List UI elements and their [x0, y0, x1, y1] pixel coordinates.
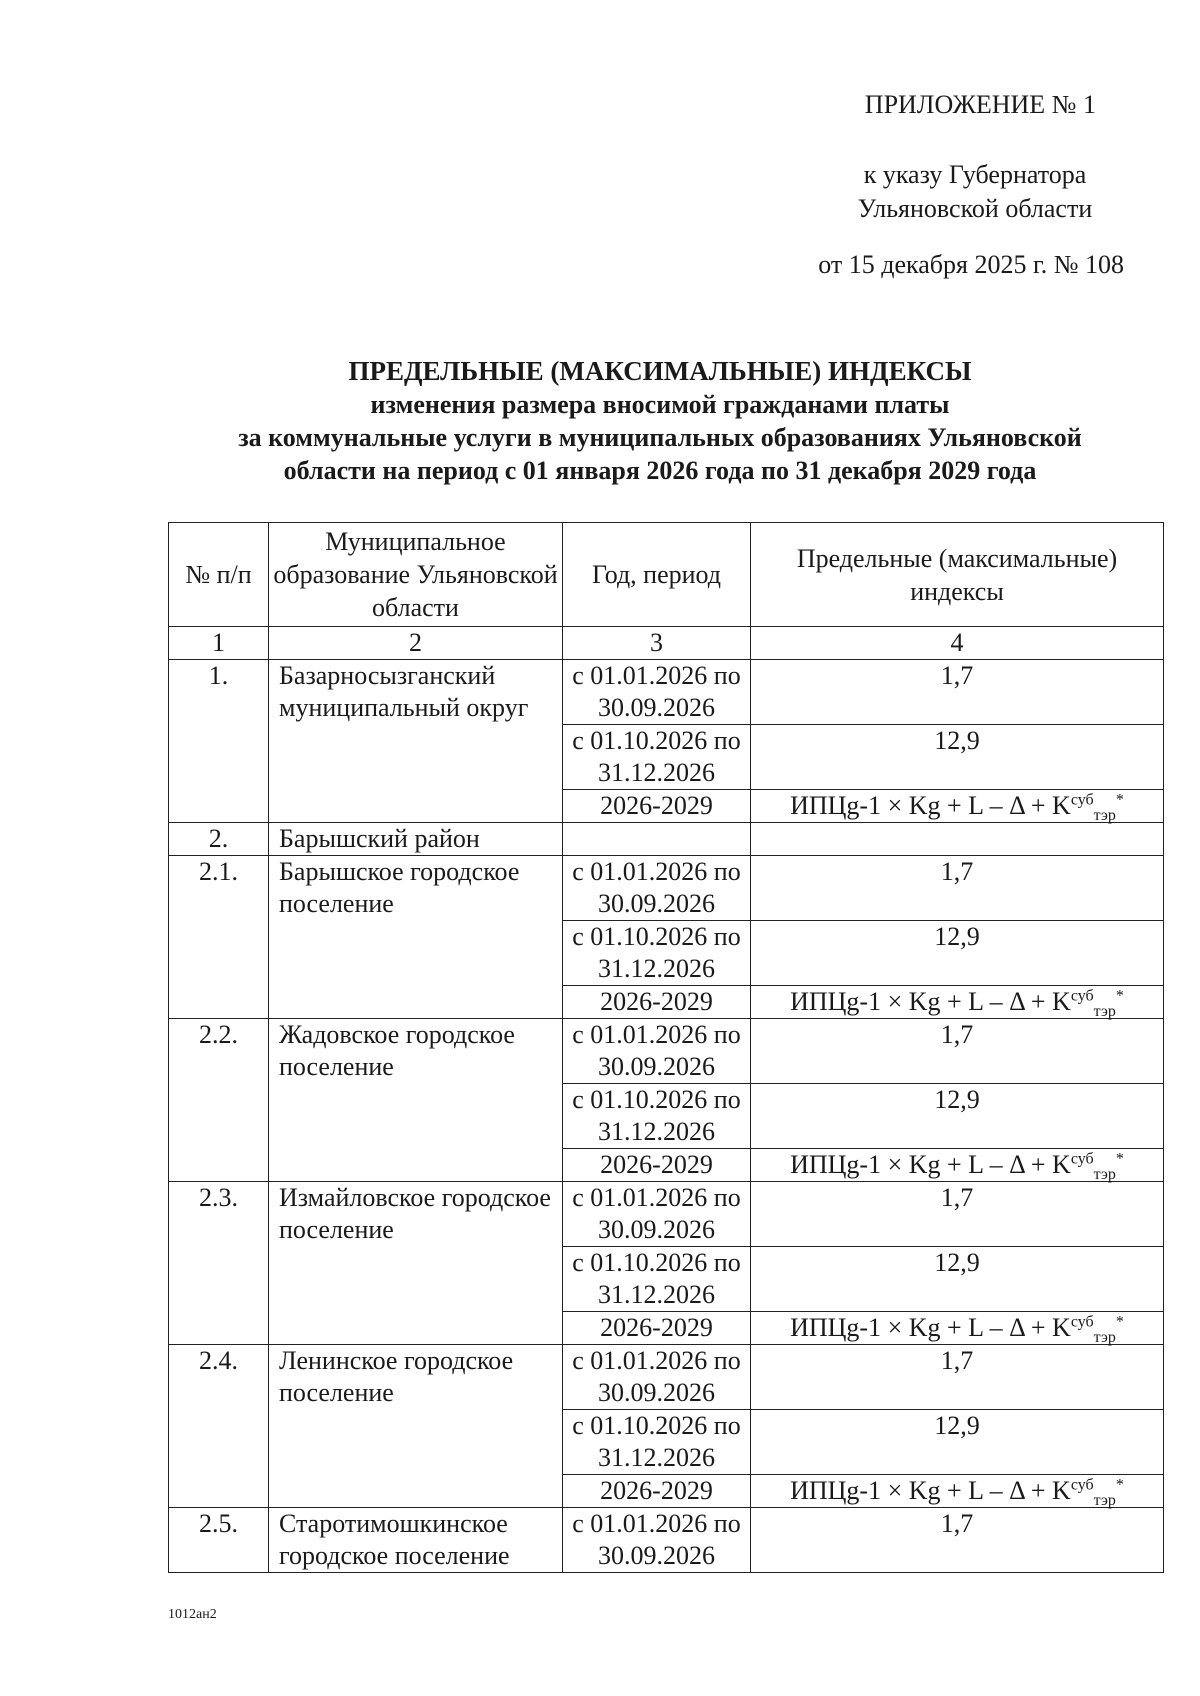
appendix-number: ПРИЛОЖЕНИЕ № 1 — [864, 90, 1096, 119]
formula-main: ИПЦg-1 × Kg + L – Δ + K — [790, 1476, 1071, 1505]
period-cell: с 01.10.2026 по 31.12.2026 — [563, 725, 751, 790]
period-cell: 2026-2029 — [563, 986, 751, 1019]
index-formula — [751, 986, 1164, 1019]
index-formula — [751, 1312, 1164, 1345]
index-formula — [751, 1149, 1164, 1182]
row-number: 2.1. — [169, 856, 269, 1019]
formula-sup: суб — [1070, 791, 1094, 809]
column-number: 2 — [269, 627, 563, 660]
index-value — [751, 823, 1164, 856]
formula-sup: суб — [1070, 1313, 1094, 1331]
column-number: 3 — [563, 627, 751, 660]
formula-mark: * — [1115, 987, 1124, 1005]
table-row — [169, 1182, 1164, 1247]
formula-sub: тэр — [1093, 1329, 1116, 1347]
index-value: 1,7 — [751, 1019, 1164, 1084]
row-number: 2. — [169, 823, 269, 856]
row-number: 2.4. — [169, 1345, 269, 1508]
column-number: 4 — [751, 627, 1164, 660]
decree-reference-line: к указу Губернатора — [863, 160, 1087, 189]
period-cell: с 01.10.2026 по 31.12.2026 — [563, 1084, 751, 1149]
table-row — [169, 660, 1164, 725]
index-value: 12,9 — [751, 1247, 1164, 1312]
title-line: за коммунальные услуги в муниципальных образованиях Ульяновской — [238, 423, 1082, 452]
row-number: 2.2. — [169, 1019, 269, 1182]
formula-sup: суб — [1070, 1150, 1094, 1168]
municipality-name: Жадовское городское поселение — [269, 1019, 563, 1182]
formula-mark: * — [1115, 1313, 1124, 1331]
table-header-row — [169, 523, 1164, 627]
formula-sup: суб — [1070, 1476, 1094, 1494]
period-cell: с 01.01.2026 по 30.09.2026 — [563, 1508, 751, 1573]
row-number: 1. — [169, 660, 269, 823]
municipality-name: Барышское городское поселение — [269, 856, 563, 1019]
period-cell: 2026-2029 — [563, 1475, 751, 1508]
period-cell: с 01.01.2026 по 30.09.2026 — [563, 660, 751, 725]
period-cell: с 01.01.2026 по 30.09.2026 — [563, 856, 751, 921]
index-value: 12,9 — [751, 921, 1164, 986]
index-value: 1,7 — [751, 1182, 1164, 1247]
table-row — [169, 823, 1164, 856]
title-line: области на период с 01 января 2026 года по 31 декабря 2029 года — [283, 456, 1037, 485]
period-cell: с 01.10.2026 по 31.12.2026 — [563, 921, 751, 986]
table-row — [169, 1019, 1164, 1084]
index-value: 12,9 — [751, 725, 1164, 790]
decree-reference-line: Ульяновской области — [857, 194, 1093, 223]
formula-sub: тэр — [1093, 1492, 1116, 1510]
header-cell: Муниципальное образование Ульяновской области — [269, 523, 563, 627]
period-cell: 2026-2029 — [563, 790, 751, 823]
column-number-row — [169, 627, 1164, 660]
table-row — [169, 1508, 1164, 1573]
formula-main: ИПЦg-1 × Kg + L – Δ + K — [790, 987, 1071, 1016]
index-table — [168, 522, 1164, 1573]
municipality-name: Базарносызганский муниципальный округ — [269, 660, 563, 823]
decree-reference — [830, 158, 1120, 226]
formula-mark: * — [1115, 791, 1124, 809]
period-cell: с 01.01.2026 по 30.09.2026 — [563, 1345, 751, 1410]
header-cell: № п/п — [169, 523, 269, 627]
period-cell: с 01.01.2026 по 30.09.2026 — [563, 1182, 751, 1247]
index-value: 12,9 — [751, 1410, 1164, 1475]
index-formula — [751, 1475, 1164, 1508]
index-value: 1,7 — [751, 1508, 1164, 1573]
formula-sub: тэр — [1093, 1003, 1116, 1021]
header-cell: Год, период — [563, 523, 751, 627]
period-cell: с 01.10.2026 по 31.12.2026 — [563, 1410, 751, 1475]
municipality-name: Старотимошкинское городское поселение — [269, 1508, 563, 1573]
period-cell: с 01.01.2026 по 30.09.2026 — [563, 1019, 751, 1084]
formula-sub: тэр — [1093, 807, 1116, 825]
period-cell — [563, 823, 751, 856]
index-value: 1,7 — [751, 1345, 1164, 1410]
period-cell: 2026-2029 — [563, 1149, 751, 1182]
title-line: изменения размера вносимой гражданами платы — [370, 390, 950, 419]
header-cell: Предельные (максимальные) индексы — [751, 523, 1164, 627]
row-number: 2.5. — [169, 1508, 269, 1573]
document-title — [150, 355, 1170, 487]
document-code: 1012ан2 — [168, 1607, 217, 1622]
index-formula — [751, 790, 1164, 823]
table-row — [169, 856, 1164, 921]
municipality-name: Ленинское городское поселение — [269, 1345, 563, 1508]
table-row — [169, 1345, 1164, 1410]
title-line: ПРЕДЕЛЬНЫЕ (МАКСИМАЛЬНЫЕ) ИНДЕКСЫ — [348, 356, 972, 386]
formula-sup: суб — [1070, 987, 1094, 1005]
period-cell: 2026-2029 — [563, 1312, 751, 1345]
period-cell: с 01.10.2026 по 31.12.2026 — [563, 1247, 751, 1312]
formula-main: ИПЦg-1 × Kg + L – Δ + K — [790, 1313, 1071, 1342]
formula-mark: * — [1115, 1150, 1124, 1168]
decree-date: от 15 декабря 2025 г. № 108 — [818, 250, 1124, 279]
formula-mark: * — [1115, 1476, 1124, 1494]
index-value: 1,7 — [751, 660, 1164, 725]
row-number: 2.3. — [169, 1182, 269, 1345]
index-value: 1,7 — [751, 856, 1164, 921]
municipality-name: Барышский район — [269, 823, 563, 856]
formula-sub: тэр — [1093, 1166, 1116, 1184]
formula-main: ИПЦg-1 × Kg + L – Δ + K — [790, 1150, 1071, 1179]
formula-main: ИПЦg-1 × Kg + L – Δ + K — [790, 791, 1071, 820]
municipality-name: Измайловское городское поселение — [269, 1182, 563, 1345]
column-number: 1 — [169, 627, 269, 660]
index-value: 12,9 — [751, 1084, 1164, 1149]
